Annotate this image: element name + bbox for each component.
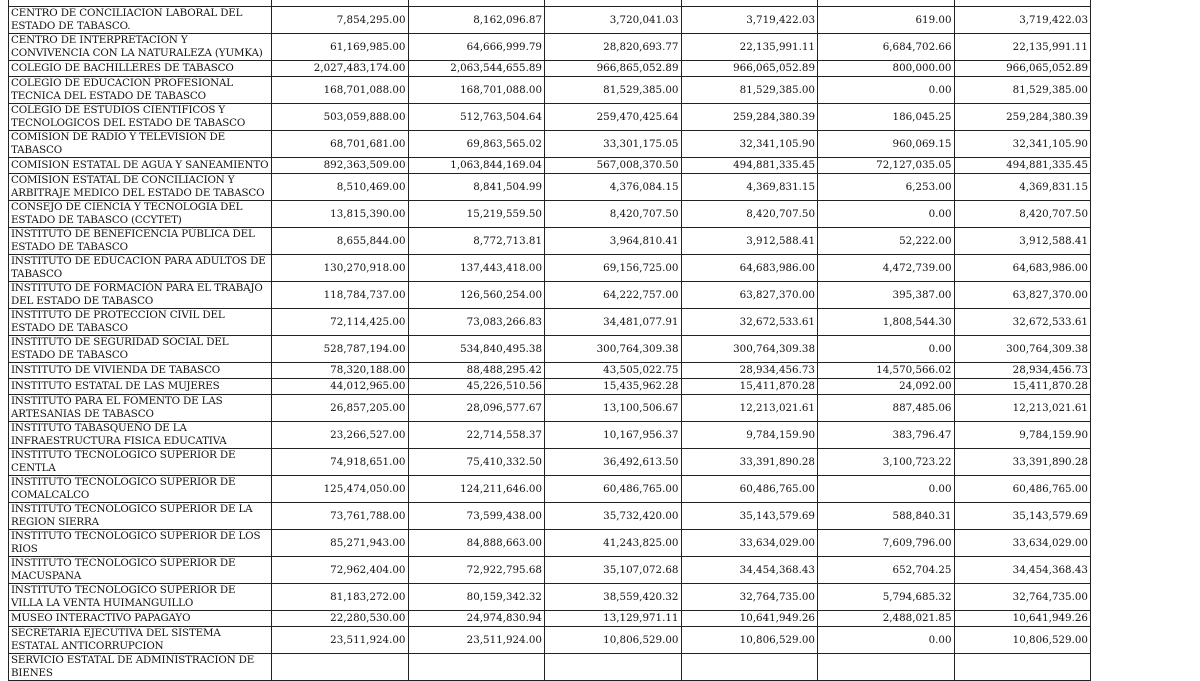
amount-cell: 74,918,651.00 (272, 449, 409, 476)
table-row (9, 363, 1091, 379)
amount-cell: 63,827,370.00 (954, 282, 1091, 309)
amount-cell (954, 654, 1091, 681)
amount-cell: 652,704.25 (818, 557, 955, 584)
entity-name-cell: INSTITUTO DE PROTECCION CIVIL DEL ESTADO DE TABASCO (9, 309, 272, 336)
amount-cell: 75,410,332.50 (408, 449, 545, 476)
table-row (9, 255, 1091, 282)
amount-cell: 800,000.00 (818, 61, 955, 77)
amount-cell: 300,764,309.38 (681, 336, 818, 363)
table-row (9, 557, 1091, 584)
amount-cell: 588,840.31 (818, 503, 955, 530)
amount-cell: 0.00 (818, 77, 955, 104)
table-row (9, 395, 1091, 422)
entity-name-cell: COLEGIO DE BACHILLERES DE TABASCO (9, 61, 272, 77)
table-row (9, 77, 1091, 104)
amount-cell: 41,243,825.00 (545, 530, 682, 557)
amount-cell: 966,865,052.89 (545, 61, 682, 77)
amount-cell: 33,391,890.28 (681, 449, 818, 476)
amount-cell: 5,794,685.32 (818, 584, 955, 611)
amount-cell: 8,772,713.81 (408, 228, 545, 255)
amount-cell: 32,672,533.61 (954, 309, 1091, 336)
entity-name-cell: INSTITUTO DE BENEFICENCIA PÚBLICA DEL ESTADO DE TABASCO (9, 228, 272, 255)
amount-cell: 528,787,194.00 (272, 336, 409, 363)
amount-cell: 395,387.00 (818, 282, 955, 309)
amount-cell: 81,529,385.00 (681, 77, 818, 104)
table-row (9, 584, 1091, 611)
amount-cell: 73,083,266.83 (408, 309, 545, 336)
amount-cell: 23,266,527.00 (272, 422, 409, 449)
amount-cell: 383,796.47 (818, 422, 955, 449)
amount-cell: 7,609,796.00 (818, 530, 955, 557)
amount-cell: 10,806,529.00 (681, 627, 818, 654)
entity-name-cell: INSTITUTO DE FORMACIÓN PARA EL TRABAJO DEL ESTADO DE TABASCO (9, 282, 272, 309)
entity-name-cell: CENTRO DE INTERPRETACION Y CONVIVENCIA CON LA NATURALEZA (YUMKA) (9, 34, 272, 61)
amount-cell: 966,065,052.89 (681, 61, 818, 77)
amount-cell: 6,684,702.66 (818, 34, 955, 61)
amount-cell: 38,559,420.32 (545, 584, 682, 611)
amount-cell: 80,159,342.32 (408, 584, 545, 611)
table-row (9, 34, 1091, 61)
amount-cell: 32,764,735.00 (954, 584, 1091, 611)
amount-cell: 26,857,205.00 (272, 395, 409, 422)
amount-cell: 4,369,831.15 (681, 174, 818, 201)
amount-cell: 13,815,390.00 (272, 201, 409, 228)
amount-cell: 33,391,890.28 (954, 449, 1091, 476)
amount-cell: 887,485.06 (818, 395, 955, 422)
amount-cell: 9,784,159.90 (954, 422, 1091, 449)
amount-cell: 22,280,530.00 (272, 611, 409, 627)
amount-cell: 68,701,681.00 (272, 131, 409, 158)
amount-cell: 22,135,991.11 (681, 34, 818, 61)
amount-cell: 33,301,175.05 (545, 131, 682, 158)
amount-cell: 60,486,765.00 (681, 476, 818, 503)
amount-cell: 3,912,588.41 (681, 228, 818, 255)
amount-cell: 72,962,404.00 (272, 557, 409, 584)
amount-cell: 259,284,380.39 (681, 104, 818, 131)
table-row (9, 201, 1091, 228)
amount-cell: 23,511,924.00 (408, 627, 545, 654)
amount-cell: 60,486,765.00 (954, 476, 1091, 503)
amount-cell: 12,213,021.61 (954, 395, 1091, 422)
amount-cell: 22,135,991.11 (954, 34, 1091, 61)
amount-cell: 69,863,565.02 (408, 131, 545, 158)
amount-cell: 3,964,810.41 (545, 228, 682, 255)
amount-cell: 33,634,029.00 (954, 530, 1091, 557)
amount-cell: 8,420,707.50 (681, 201, 818, 228)
amount-cell: 32,764,735.00 (681, 584, 818, 611)
amount-cell: 124,211,646.00 (408, 476, 545, 503)
table-row (9, 228, 1091, 255)
amount-cell: 8,420,707.50 (545, 201, 682, 228)
amount-cell: 126,560,254.00 (408, 282, 545, 309)
table-row (9, 530, 1091, 557)
amount-cell: 186,045.25 (818, 104, 955, 131)
table-row (9, 654, 1091, 681)
amount-cell: 2,027,483,174.00 (272, 61, 409, 77)
entity-name-cell: INSTITUTO ESTATAL DE LAS MUJERES (9, 379, 272, 395)
amount-cell: 0.00 (818, 476, 955, 503)
entity-name-cell: INSTITUTO TABASQUEÑO DE LA INFRAESTRUCTURA FISICA EDUCATIVA (9, 422, 272, 449)
entity-name-cell: INSTITUTO DE VIVIENDA DE TABASCO (9, 363, 272, 379)
amount-cell: 7,854,295.00 (272, 7, 409, 34)
amount-cell: 8,841,504.99 (408, 174, 545, 201)
table-row (9, 476, 1091, 503)
amount-cell: 168,701,088.00 (408, 77, 545, 104)
entity-name-cell: INSTITUTO TECNOLOGICO SUPERIOR DE VILLA LA VENTA HUIMANGUILLO (9, 584, 272, 611)
amount-cell: 3,912,588.41 (954, 228, 1091, 255)
table-row (9, 379, 1091, 395)
amount-cell: 14,570,566.02 (818, 363, 955, 379)
amount-cell: 34,481,077.91 (545, 309, 682, 336)
amount-cell: 60,486,765.00 (545, 476, 682, 503)
entity-name-cell: INSTITUTO TECNOLOGICO SUPERIOR DE LA REGION SIERRA (9, 503, 272, 530)
amount-cell: 81,529,385.00 (954, 77, 1091, 104)
amount-cell: 81,183,272.00 (272, 584, 409, 611)
amount-cell: 9,784,159.90 (681, 422, 818, 449)
amount-cell: 168,701,088.00 (272, 77, 409, 104)
amount-cell: 13,129,971.11 (545, 611, 682, 627)
entity-name-cell: COMISION ESTATAL DE AGUA Y SANEAMIENTO (9, 158, 272, 174)
amount-cell: 8,162,096.87 (408, 7, 545, 34)
amount-cell: 2,488,021.85 (818, 611, 955, 627)
amount-cell: 35,143,579.69 (954, 503, 1091, 530)
amount-cell: 3,719,422.03 (681, 7, 818, 34)
amount-cell: 966,065,052.89 (954, 61, 1091, 77)
entity-name-cell: CONSEJO DE CIENCIA Y TECNOLOGIA DEL ESTADO DE TABASCO (CCYTET) (9, 201, 272, 228)
amount-cell (408, 654, 545, 681)
amount-cell: 28,820,693.77 (545, 34, 682, 61)
amount-cell: 494,881,335.45 (954, 158, 1091, 174)
amount-cell: 137,443,418.00 (408, 255, 545, 282)
budget-table-sheet (8, 0, 1090, 681)
table-row (9, 158, 1091, 174)
amount-cell: 10,806,529.00 (545, 627, 682, 654)
amount-cell: 72,922,795.68 (408, 557, 545, 584)
amount-cell: 28,934,456.73 (954, 363, 1091, 379)
amount-cell: 32,341,105.90 (954, 131, 1091, 158)
amount-cell: 23,511,924.00 (272, 627, 409, 654)
amount-cell: 35,107,072.68 (545, 557, 682, 584)
amount-cell: 12,213,021.61 (681, 395, 818, 422)
amount-cell: 28,096,577.67 (408, 395, 545, 422)
amount-cell: 32,341,105.90 (681, 131, 818, 158)
entity-name-cell: INSTITUTO TECNOLOGICO SUPERIOR DE COMALCALCO (9, 476, 272, 503)
amount-cell: 10,641,949.26 (681, 611, 818, 627)
amount-cell: 52,222.00 (818, 228, 955, 255)
amount-cell: 84,888,663.00 (408, 530, 545, 557)
table-row (9, 7, 1091, 34)
amount-cell: 64,683,986.00 (681, 255, 818, 282)
amount-cell: 1,808,544.30 (818, 309, 955, 336)
amount-cell: 22,714,558.37 (408, 422, 545, 449)
amount-cell: 36,492,613.50 (545, 449, 682, 476)
amount-cell: 81,529,385.00 (545, 77, 682, 104)
amount-cell: 73,761,788.00 (272, 503, 409, 530)
amount-cell (818, 654, 955, 681)
amount-cell: 73,599,438.00 (408, 503, 545, 530)
amount-cell: 72,114,425.00 (272, 309, 409, 336)
entity-name-cell: INSTITUTO TECNOLOGICO SUPERIOR DE LOS RIOS (9, 530, 272, 557)
amount-cell: 892,363,509.00 (272, 158, 409, 174)
table-row (9, 131, 1091, 158)
amount-cell: 64,666,999.79 (408, 34, 545, 61)
amount-cell: 72,127,035.05 (818, 158, 955, 174)
amount-cell: 503,059,888.00 (272, 104, 409, 131)
amount-cell: 34,454,368.43 (681, 557, 818, 584)
amount-cell: 512,763,504.64 (408, 104, 545, 131)
amount-cell: 44,012,965.00 (272, 379, 409, 395)
amount-cell: 130,270,918.00 (272, 255, 409, 282)
amount-cell: 15,219,559.50 (408, 201, 545, 228)
entity-name-cell: COLEGIO DE EDUCACION PROFESIONAL TECNICA DEL ESTADO DE TABASCO (9, 77, 272, 104)
amount-cell: 1,063,844,169.04 (408, 158, 545, 174)
amount-cell: 259,284,380.39 (954, 104, 1091, 131)
entity-name-cell: COLEGIO DE ESTUDIOS CIENTIFICOS Y TECNOLOGICOS DEL ESTADO DE TABASCO (9, 104, 272, 131)
entity-name-cell: COMISION DE RADIO Y TELEVISION DE TABASCO (9, 131, 272, 158)
amount-cell: 61,169,985.00 (272, 34, 409, 61)
amount-cell: 10,806,529.00 (954, 627, 1091, 654)
amount-cell: 24,974,830.94 (408, 611, 545, 627)
amount-cell: 33,634,029.00 (681, 530, 818, 557)
entity-name-cell: INSTITUTO TECNOLOGICO SUPERIOR DE CENTLA (9, 449, 272, 476)
amount-cell: 15,411,870.28 (681, 379, 818, 395)
budget-table (8, 0, 1091, 681)
table-row (9, 611, 1091, 627)
amount-cell: 69,156,725.00 (545, 255, 682, 282)
amount-cell: 15,435,962.28 (545, 379, 682, 395)
amount-cell: 63,827,370.00 (681, 282, 818, 309)
amount-cell: 259,470,425.64 (545, 104, 682, 131)
amount-cell: 300,764,309.38 (545, 336, 682, 363)
amount-cell: 118,784,737.00 (272, 282, 409, 309)
amount-cell: 10,641,949.26 (954, 611, 1091, 627)
amount-cell (545, 654, 682, 681)
amount-cell: 3,100,723.22 (818, 449, 955, 476)
budget-table-body (9, 0, 1091, 681)
table-row (9, 282, 1091, 309)
table-row (9, 104, 1091, 131)
amount-cell: 8,655,844.00 (272, 228, 409, 255)
amount-cell: 8,420,707.50 (954, 201, 1091, 228)
entity-name-cell: INSTITUTO DE EDUCACION PARA ADULTOS DE TABASCO (9, 255, 272, 282)
amount-cell: 300,764,309.38 (954, 336, 1091, 363)
amount-cell: 88,488,295.42 (408, 363, 545, 379)
table-row (9, 61, 1091, 77)
entity-name-cell: INSTITUTO PARA EL FOMENTO DE LAS ARTESANIAS DE TABASCO (9, 395, 272, 422)
amount-cell: 35,732,420.00 (545, 503, 682, 530)
table-row (9, 336, 1091, 363)
amount-cell: 64,683,986.00 (954, 255, 1091, 282)
table-row (9, 449, 1091, 476)
amount-cell: 28,934,456.73 (681, 363, 818, 379)
amount-cell: 85,271,943.00 (272, 530, 409, 557)
amount-cell: 567,008,370.50 (545, 158, 682, 174)
amount-cell: 3,719,422.03 (954, 7, 1091, 34)
amount-cell: 32,672,533.61 (681, 309, 818, 336)
amount-cell: 619.00 (818, 7, 955, 34)
table-row (9, 627, 1091, 654)
amount-cell: 0.00 (818, 336, 955, 363)
entity-name-cell: SECRETARIA EJECUTIVA DEL SISTEMA ESTATAL ANTICORRUPCION (9, 627, 272, 654)
table-row (9, 174, 1091, 201)
table-row (9, 503, 1091, 530)
amount-cell: 4,472,739.00 (818, 255, 955, 282)
amount-cell: 8,510,469.00 (272, 174, 409, 201)
entity-name-cell: INSTITUTO TECNOLOGICO SUPERIOR DE MACUSPANA (9, 557, 272, 584)
amount-cell: 45,226,510.56 (408, 379, 545, 395)
amount-cell: 3,720,041.03 (545, 7, 682, 34)
table-row (9, 422, 1091, 449)
amount-cell: 24,092.00 (818, 379, 955, 395)
amount-cell (272, 654, 409, 681)
amount-cell: 0.00 (818, 201, 955, 228)
amount-cell: 43,505,022.75 (545, 363, 682, 379)
amount-cell: 125,474,050.00 (272, 476, 409, 503)
entity-name-cell: INSTITUTO DE SEGURIDAD SOCIAL DEL ESTADO DE TABASCO (9, 336, 272, 363)
amount-cell: 4,376,084.15 (545, 174, 682, 201)
amount-cell: 34,454,368.43 (954, 557, 1091, 584)
amount-cell: 78,320,188.00 (272, 363, 409, 379)
amount-cell: 6,253.00 (818, 174, 955, 201)
amount-cell: 35,143,579.69 (681, 503, 818, 530)
amount-cell: 64,222,757.00 (545, 282, 682, 309)
amount-cell: 494,881,335.45 (681, 158, 818, 174)
amount-cell: 13,100,506.67 (545, 395, 682, 422)
amount-cell: 15,411,870.28 (954, 379, 1091, 395)
amount-cell: 4,369,831.15 (954, 174, 1091, 201)
entity-name-cell: MUSEO INTERACTIVO PAPAGAYO (9, 611, 272, 627)
amount-cell: 2,063,544,655.89 (408, 61, 545, 77)
amount-cell: 534,840,495.38 (408, 336, 545, 363)
amount-cell: 10,167,956.37 (545, 422, 682, 449)
entity-name-cell: CENTRO DE CONCILIACION LABORAL DEL ESTADO DE TABASCO. (9, 7, 272, 34)
entity-name-cell: COMISION ESTATAL DE CONCILIACION Y ARBITRAJE MEDICO DEL ESTADO DE TABASCO (9, 174, 272, 201)
entity-name-cell: SERVICIO ESTATAL DE ADMINISTRACION DE BIENES (9, 654, 272, 681)
amount-cell: 960,069.15 (818, 131, 955, 158)
amount-cell: 0.00 (818, 627, 955, 654)
amount-cell (681, 654, 818, 681)
table-row (9, 309, 1091, 336)
